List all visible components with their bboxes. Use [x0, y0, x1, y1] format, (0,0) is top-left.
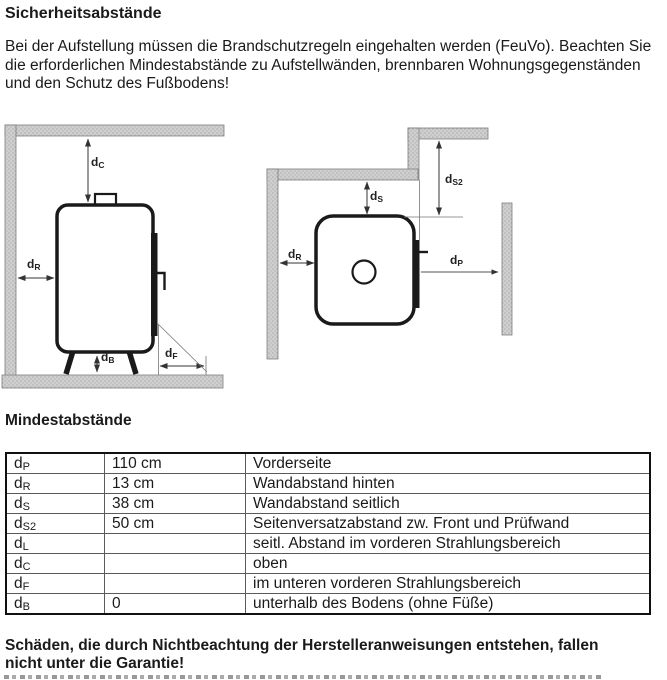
rear-wall	[5, 125, 16, 376]
distance-value	[105, 574, 246, 594]
table-row	[6, 534, 650, 554]
distance-description: seitl. Abstand im vorderen Strahlungsbereich	[246, 534, 651, 554]
distance-description: unterhalb des Bodens (ohne Füße)	[246, 594, 651, 615]
warranty-warning: Schäden, die durch Nichtbeachtung der Herstelleranweisungen entstehen, fallen nicht unter die Garantie!	[5, 637, 599, 672]
distance-value: 50 cm	[105, 514, 246, 534]
label-df: $d_F$	[165, 346, 178, 361]
left-wall-top-view	[267, 169, 278, 359]
label-db: $d_B$	[101, 350, 115, 365]
min-distances-table	[5, 452, 651, 615]
stove-leg-left	[66, 351, 73, 374]
stove-door-top	[413, 240, 420, 308]
distance-description: im unteren vorderen Strahlungsbereich	[246, 574, 651, 594]
distance-description: Seitenversatzabstand zw. Front und Prüfwand	[246, 514, 651, 534]
table-row	[6, 474, 650, 494]
distance-value	[105, 534, 246, 554]
distance-description: Wandabstand seitlich	[246, 494, 651, 514]
table-row	[6, 514, 650, 534]
distance-value: 38 cm	[105, 494, 246, 514]
stove-body-side	[57, 205, 153, 352]
floor	[2, 375, 223, 388]
label-dc: $d_C$	[91, 155, 105, 170]
top-view-diagram	[267, 128, 512, 359]
distance-symbol: $d_L$	[6, 534, 105, 554]
safety-distance-diagrams	[0, 120, 667, 398]
ceiling-wall	[5, 125, 224, 136]
flue-outlet-circle	[353, 261, 376, 284]
table-row	[6, 453, 650, 474]
distance-symbol: $d_R$	[6, 474, 105, 494]
stove-door-side	[151, 233, 158, 336]
offset-wall-top	[408, 128, 488, 139]
test-wall	[502, 203, 512, 335]
table-row	[6, 594, 650, 615]
table-row	[6, 554, 650, 574]
table-row	[6, 574, 650, 594]
distance-description: Vorderseite	[246, 453, 651, 474]
distance-value: 110 cm	[105, 453, 246, 474]
page-title: Sicherheitsabstände	[5, 5, 162, 22]
distance-symbol: $d_C$	[6, 554, 105, 574]
distance-symbol: $d_S$	[6, 494, 105, 514]
label-ds2: $d_{S2}$	[445, 172, 463, 187]
cutoff-next-line-sliver	[4, 675, 601, 679]
table-row	[6, 494, 650, 514]
distance-value: 13 cm	[105, 474, 246, 494]
back-wall-top-view	[267, 169, 418, 180]
distance-description: Wandabstand hinten	[246, 474, 651, 494]
label-ds: $d_S$	[370, 189, 384, 204]
side-view-diagram	[2, 125, 224, 388]
distance-symbol: $d_{S2}$	[6, 514, 105, 534]
label-dr-side: $d_R$	[27, 257, 41, 272]
intro-paragraph: Bei der Aufstellung müssen die Brandschutzregeln eingehalten werden (FeuVo). Beachten Sie die erforderlichen Mindestabstände zu Aufstellwänden, brennbaren Wohnungsgegenständen und den Schutz des Fußbodens!	[5, 38, 652, 92]
distance-value: 0	[105, 594, 246, 615]
label-dp: $d_P$	[450, 253, 464, 268]
min-distances-heading: Mindestabstände	[5, 412, 132, 429]
distance-symbol: $d_B$	[6, 594, 105, 615]
door-handle-side	[158, 273, 165, 290]
label-dr-top: $d_R$	[288, 247, 302, 262]
distance-symbol: $d_P$	[6, 453, 105, 474]
distance-symbol: $d_F$	[6, 574, 105, 594]
distance-value	[105, 554, 246, 574]
stove-leg-right	[129, 351, 136, 374]
distance-description: oben	[246, 554, 651, 574]
